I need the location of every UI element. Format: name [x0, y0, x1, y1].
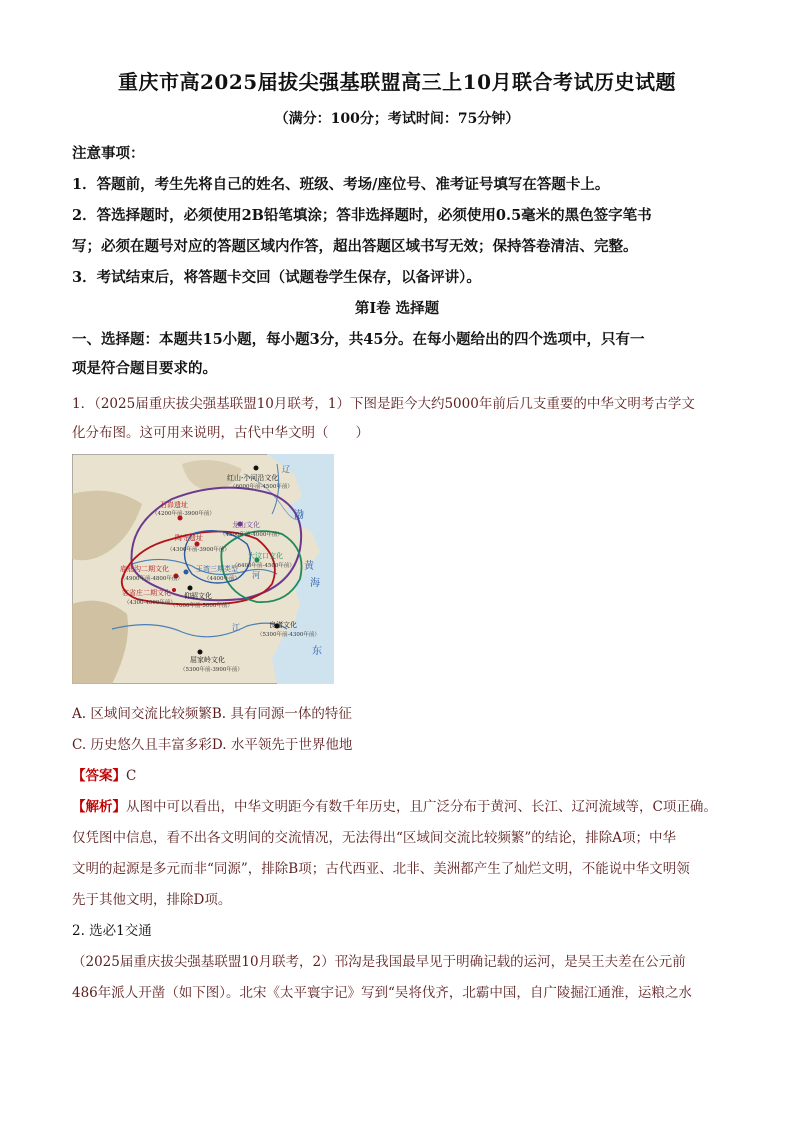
label-wangwan-date: （4400年前） [204, 576, 240, 582]
label-miaodigou: 庙底沟二期文化 [120, 565, 169, 573]
label-qujialing-date: （5300年前-3900年前） [180, 667, 243, 673]
q2-header: 2. 选必1交通 [72, 923, 152, 939]
note-2: 2．答选择题时，必须使用2B铅笔填涂；答非选择题时，必须使用0.5毫米的黑色签字笔书 [72, 207, 652, 224]
exam-subtitle: （满分：100分；考试时间：75分钟） [274, 111, 520, 127]
analysis-text-1: 从图中可以看出，中华文明距今有数千年历史，且广泛分布于黄河、长江、辽河流域等，C项正确。 [126, 799, 717, 815]
label-dawenkou: 大汶口文化 [248, 552, 283, 560]
label-qujialing: 屈家岭文化 [190, 656, 225, 664]
q1-analysis-2: 仅凭图中信息，看不出各文明间的交流情况，无法得出“区域间交流比较频繁”的结论，排除A项；中华 [72, 830, 677, 846]
q2-stem-1: （2025届重庆拔尖强基联盟10月联考，2）邗沟是我国最早见于明确记载的运河，是吴王夫差在公元前 [72, 954, 686, 970]
label-liangzhu: 良渚文化 [269, 621, 297, 629]
exam-title: 重庆市高2025届拔尖强基联盟高三上10月联合考试历史试题 [118, 70, 676, 94]
site-dot-wangwan [184, 570, 189, 575]
label-kexingzhuang-date: （4300-4000年前） [124, 600, 176, 606]
analysis-label: 【解析】 [72, 799, 126, 815]
q1-analysis-4: 先于其他文明，排除D项。 [72, 892, 232, 908]
note-1: 1．答题前，考生先将自己的姓名、班级、考场/座位号、准考证号填写在答题卡上。 [72, 176, 610, 193]
answer-label: 【答案】 [72, 768, 126, 784]
label-huang: 黄 [304, 561, 314, 572]
label-longshan-date: （4500年前-4000年前） [220, 532, 283, 538]
label-longshan: 龙山文化 [232, 521, 260, 529]
site-dot-qujialing [198, 650, 203, 655]
site-dot-taosi [195, 542, 200, 547]
label-shimao: 石峁遗址 [160, 501, 188, 509]
label-miaodigou-date: （4900年前-4800年前） [120, 576, 183, 582]
q1-options-1: A. 区域间交流比较频繁B. 具有同源一体的特征 [72, 706, 352, 722]
q2-stem-2: 486年派人开凿（如下图）。北宋《太平寰宇记》写到“吴将伐齐，北霸中国，自广陵掘江通淮，运粮之水 [72, 985, 692, 1001]
label-dong: 东 [312, 646, 322, 657]
label-liao: 辽 [282, 465, 290, 474]
label-yangshao-date: （7000年前-5000年前） [170, 603, 233, 609]
label-liangzhu-date: （5300年前-4300年前） [257, 632, 320, 638]
site-dot-yangshao [188, 586, 193, 591]
part1-instructions-1: 一、选择题：本题共15小题，每小题3分，共45分。在每小题给出的四个选项中，只有一 [72, 331, 645, 348]
note-2-cont: 写；必须在题号对应的答题区域内作答，超出答题区域书写无效；保持答卷清洁、完整。 [72, 238, 638, 255]
q1-analysis-3: 文明的起源是多元而非“同源”，排除B项；古代西亚、北非、美洲都产生了灿烂文明，不能说中华文明领 [72, 861, 690, 877]
label-taosi-date: （4300年前-3900年前） [167, 547, 230, 553]
q1-options-2: C. 历史悠久且丰富多彩D. 水平领先于世界他地 [72, 737, 353, 753]
notes-heading: 注意事项： [72, 145, 145, 162]
section-title: 第Ⅰ卷 选择题 [354, 300, 440, 317]
site-dot-kexingzhuang [172, 588, 176, 592]
q1-answer [72, 764, 726, 784]
label-jiang: 江 [232, 623, 240, 632]
label-hongshan: 红山-小河沿文化 [227, 474, 279, 482]
label-bohai: 渤 [294, 510, 304, 521]
label-yangshao: 仰韶文化 [184, 592, 212, 600]
label-hai: 海 [310, 578, 320, 589]
label-shimao-date: （4200年前-3900年前） [152, 511, 215, 517]
note-3: 3．考试结束后，将答题卡交回（试题卷学生保存，以备评讲）。 [72, 269, 481, 286]
q1-stem-2: 化分布图。这可用来说明，古代中华文明（ ） [72, 425, 369, 441]
label-kexingzhuang: 客省庄二期文化 [122, 589, 171, 597]
culture-distribution-map [72, 454, 334, 684]
part1-instructions-2: 项是符合题目要求的。 [72, 360, 217, 377]
label-wangwan: 王湾三期类型 [196, 565, 238, 573]
label-he: 河 [252, 571, 260, 580]
q1-analysis-1 [72, 795, 726, 815]
label-hongshan-date: （6000年前-4500年前） [230, 484, 293, 490]
answer-value: C [126, 768, 137, 784]
q1-stem-1: 1．（2025届重庆拔尖强基联盟10月联考，1）下图是距今大约5000年前后几支重要的中华文明考古学文 [72, 396, 695, 412]
label-taosi: 陶寺遗址 [175, 534, 203, 542]
site-dot-hongshan [254, 466, 259, 471]
label-dawenkou-date: （6400年前-4500年前） [232, 563, 295, 569]
